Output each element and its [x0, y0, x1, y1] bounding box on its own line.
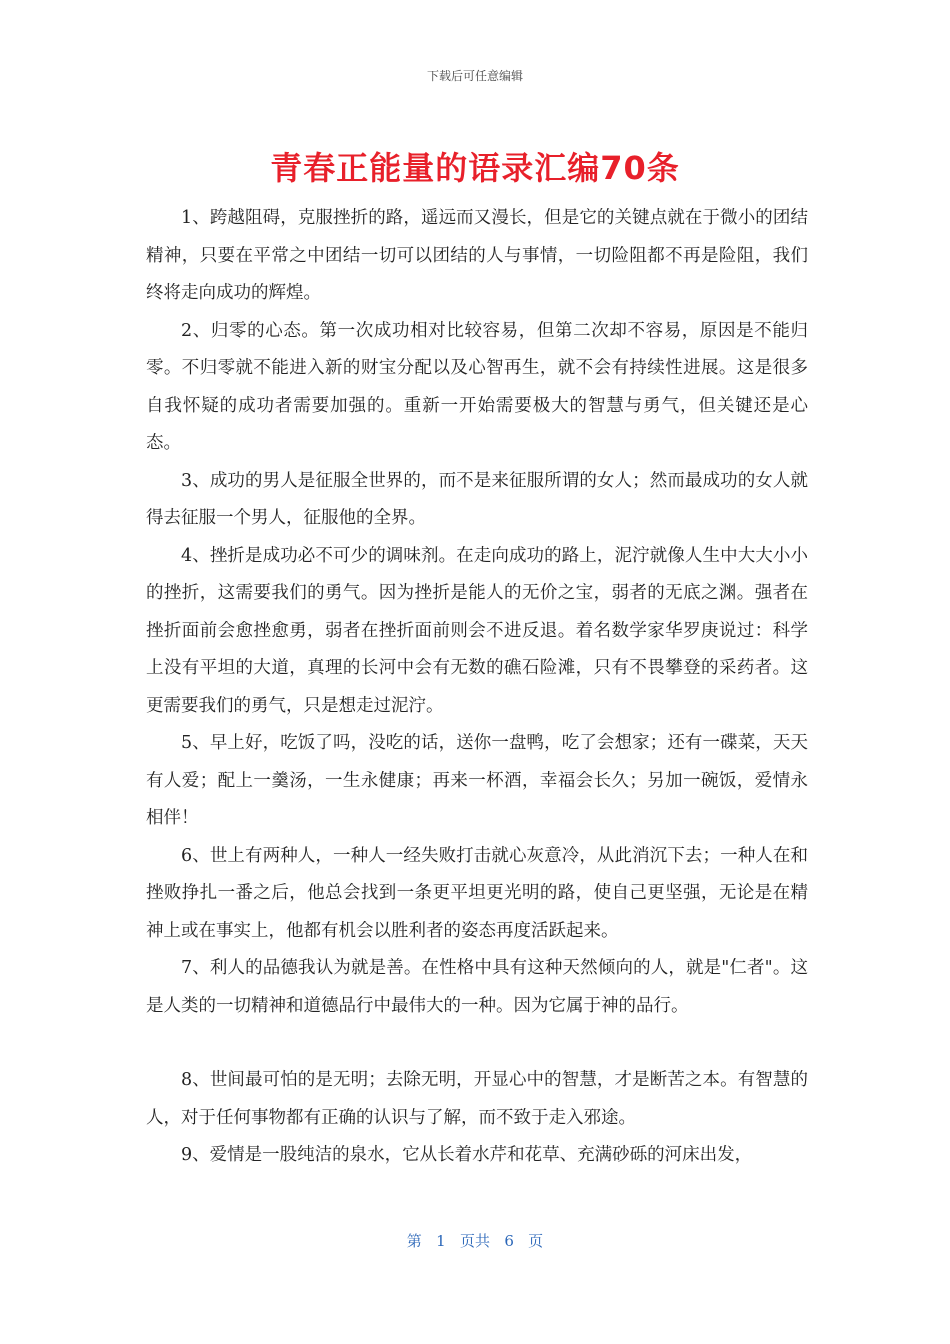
paragraph-9: 9、爱情是一股纯洁的泉水，它从长着水芹和花草、充满砂砾的河床出发， — [181, 1145, 753, 1165]
header-note: 下载后可任意编辑 — [426, 69, 523, 83]
paragraph-7: 7、利人的品德我认为就是善。在性格中具有这种天然倾向的人，就是"仁者"。这是人类的一切精神和道德品行中最伟大的一种。因为它属于神的品行。 — [146, 958, 808, 1016]
paragraph-5: 5、早上好，吃饭了吗，没吃的话，送你一盘鸭，吃了会想家；还有一碟菜，天天有人爱；配上一羹汤，一生永健康；再来一杯酒，幸福会长久；另加一碗饭，爱情永相伴！ — [146, 733, 808, 828]
document-body — [146, 200, 808, 1175]
footer-prefix: 第 — [406, 1232, 422, 1250]
footer-middle: 页共 — [459, 1232, 490, 1250]
paragraph-2: 2、归零的心态。第一次成功相对比较容易，但第二次却不容易，原因是不能归零。不归零就不能进入新的财宝分配以及心智再生，就不会有持续性进展。这是很多自我怀疑的成功者需要加强的。重新一开始需要极大的智慧与勇气，但关键还是心态。 — [146, 320, 808, 453]
paragraph-4: 4、挫折是成功必不可少的调味剂。在走向成功的路上，泥泞就像人生中大大小小的挫折，这需要我们的勇气。因为挫折是能人的无价之宝，弱者的无底之渊。强者在挫折面前会愈挫愈勇，弱者在挫折面前则会不进反退。着名数学家华罗庚说过：科学上没有平坦的大道，真理的长河中会有无数的礁石险滩，只有不畏攀登的采药者。这更需要我们的勇气，只是想走过泥泞。 — [146, 545, 808, 716]
paragraph-1: 1、跨越阻碍，克服挫折的路，遥远而又漫长，但是它的关键点就在于微小的团结精神，只要在平常之中团结一切可以团结的人与事情，一切险阻都不再是险阻，我们终将走向成功的辉煌。 — [146, 208, 808, 303]
current-page-number: 1 — [436, 1232, 446, 1250]
paragraph-6: 6、世上有两种人，一种人一经失败打击就心灰意冷，从此消沉下去；一种人在和挫败挣扎一番之后，他总会找到一条更平坦更光明的路，使自己更坚强，无论是在精神上或在事实上，他都有机会以胜利者的姿态再度活跃起来。 — [146, 845, 808, 941]
footer-suffix: 页 — [528, 1232, 544, 1250]
paragraph-8: 8、世间最可怕的是无明；去除无明，开显心中的智慧，才是断苦之本。有智慧的人，对于任何事物都有正确的认识与了解，而不致于走入邪途。 — [146, 1070, 808, 1128]
document-title: 青春正能量的语录汇编70条 — [270, 149, 680, 187]
total-page-count: 6 — [504, 1232, 514, 1250]
paragraph-3: 3、成功的男人是征服全世界的，而不是来征服所谓的女人；然而最成功的女人就得去征服一个男人，征服他的全界。 — [146, 470, 808, 528]
page-footer — [0, 1230, 950, 1251]
